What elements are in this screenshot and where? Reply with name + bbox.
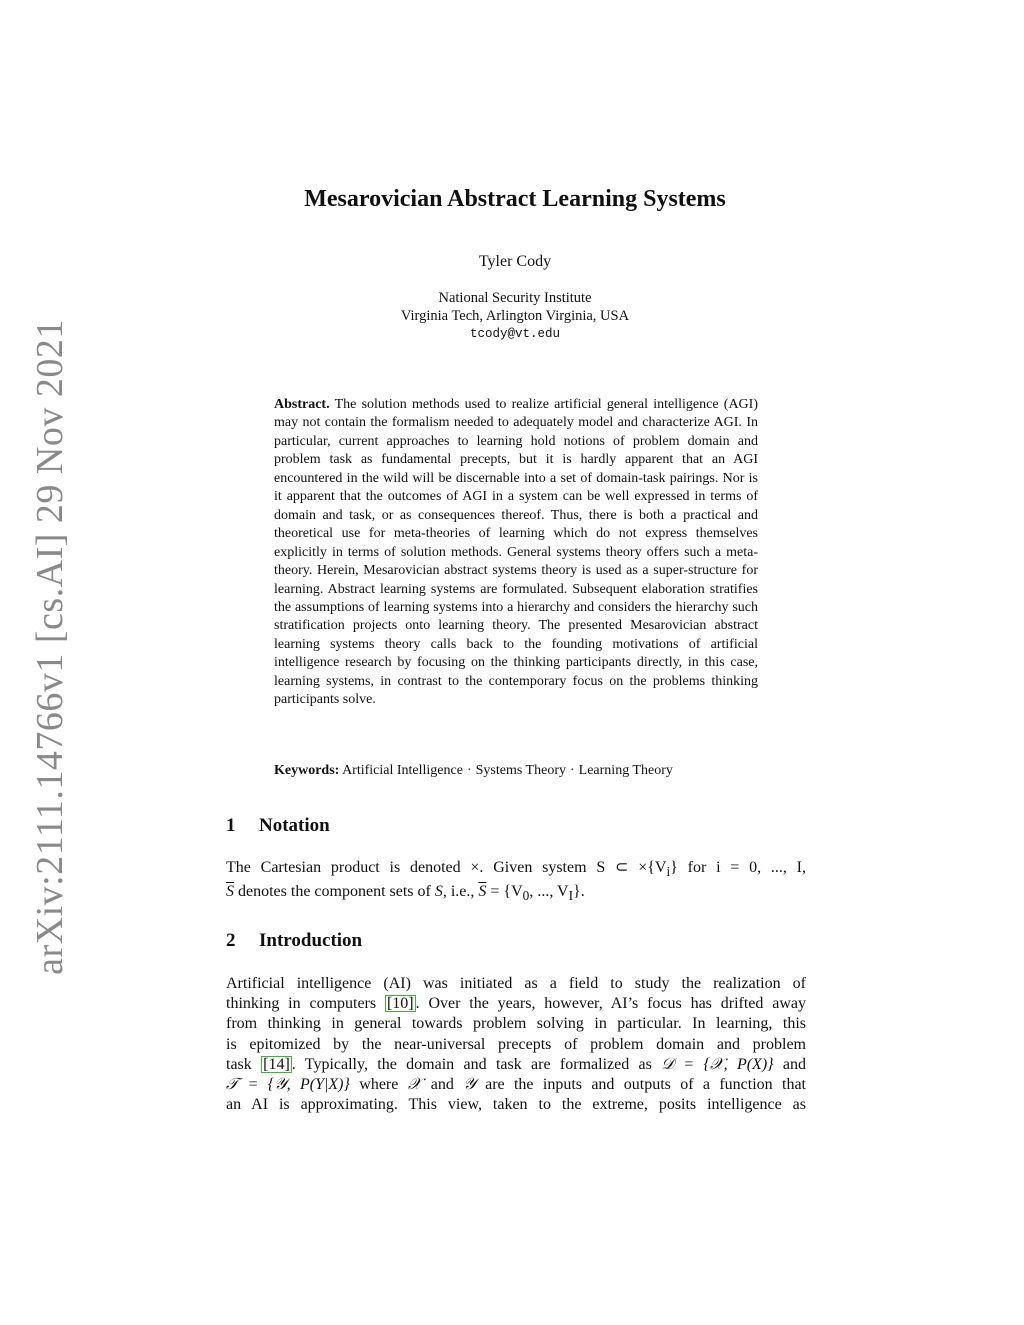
subscript: I <box>568 888 574 904</box>
text-run: , ..., V <box>529 883 569 901</box>
text-run: where <box>349 1076 408 1094</box>
text-run: and <box>421 1076 464 1094</box>
author-email[interactable]: tcody@vt.edu <box>469 327 560 341</box>
keywords-label: Keywords: <box>274 763 340 778</box>
text-run: The Cartesian product is denoted ×. Given system S ⊂ ×{V <box>226 859 667 876</box>
abstract-text: The solution methods used to realize artificial general intelligence (AGI) may not contain the formalism needed to adequately model and characterize AGI. In particular, current approaches to learning hold notions of problem domain and problem task as fundamental precepts, but it is hardly apparent that an AGI encountered in the wild will be discernable into a set of domain-task pairings. Nor is it apparent that the outcomes of AGI in a system can be well expressed in terms of domain and task, or as consequences thereof. Thus, there is both a practical and theoretical use for meta-theories of learning which do not express themselves explicitly in terms of solution methods. General systems theory offers such a meta-theory. Herein, Mesarovician abstract systems theory is used as a super-structure for learning. Abstract learning systems are formulated. Subsequent elaboration stratifies the assumptions of learning systems into a hierarchy and considers the hierarchy such stratification projects onto learning theory. The presented Mesarovician abstract learning systems theory calls back to the founding motivations of artificial intelligence research by focusing on the thinking participants directly, in this case, learning systems, in contrast to the contemporary focus on the problems thinking participants solve. <box>274 397 758 708</box>
keyword-separator: · <box>569 763 575 778</box>
author-name: Tyler Cody <box>478 253 552 270</box>
arxiv-sidebar <box>29 319 71 975</box>
paragraph-line <box>226 858 806 882</box>
text-run: task <box>226 1055 262 1073</box>
text-run: , i.e., <box>442 883 479 901</box>
paragraph-line: from thinking in general towards problem solving in particular. In learning, this <box>226 1015 806 1033</box>
paragraph-line <box>226 1055 806 1075</box>
keyword-item: Learning Theory <box>578 763 673 778</box>
keywords <box>274 763 774 779</box>
affiliation-location: Virginia Tech, Arlington Virginia, USA <box>400 308 630 324</box>
paragraph-line <box>226 1075 806 1095</box>
paragraph-line: an AI is approximating. This view, taken to the extreme, posits intelligence as <box>226 1096 806 1114</box>
keyword-item: Systems Theory <box>475 763 566 778</box>
text-run: = {V <box>486 883 523 901</box>
math-symbol: $\overline{S}$ <box>478 883 487 901</box>
abstract <box>274 396 758 710</box>
section-heading-notation <box>226 815 330 837</box>
text-run: } for i = 0, ..., I, <box>670 859 807 876</box>
arxiv-identifier: arXiv:2111.14766v1 [cs.AI] 29 Nov 2021 <box>29 319 71 975</box>
paragraph-line <box>226 882 806 906</box>
text-run: are the inputs and outputs of a function that <box>475 1076 806 1094</box>
notation-paragraph <box>226 858 806 907</box>
citation-link[interactable]: [10] <box>386 995 414 1013</box>
keyword-item: Artificial Intelligence <box>342 763 463 778</box>
text-run: denotes the component sets of <box>234 883 435 901</box>
text-run: . Typically, the domain and task are formalized as <box>291 1055 662 1073</box>
paragraph-line <box>226 994 806 1014</box>
section-title: Notation <box>259 815 330 836</box>
math-symbol: 𝒴 <box>463 1076 476 1094</box>
math-symbol: 𝒳 <box>407 1076 422 1094</box>
math-expression: 𝒟 = {𝒳, P(X)} <box>661 1055 774 1073</box>
text-run: . Over the years, however, AI’s focus has drifted away <box>415 995 807 1013</box>
math-symbol: S <box>434 883 443 901</box>
text-run: thinking in computers <box>226 995 385 1013</box>
abstract-label: Abstract. <box>274 397 330 412</box>
affiliation-institute: National Security Institute <box>438 290 592 306</box>
keyword-separator: · <box>466 763 472 778</box>
section-number: 2 <box>226 930 236 951</box>
subscript: 0 <box>522 888 530 904</box>
citation-link[interactable]: [14] <box>263 1055 290 1073</box>
paragraph-line: Artificial intelligence (AI) was initiated as a field to study the realization of <box>226 975 806 992</box>
section-number: 1 <box>226 815 236 836</box>
section-heading-introduction <box>226 930 362 952</box>
introduction-paragraph <box>226 974 806 1115</box>
text-run: }. <box>573 883 585 901</box>
paragraph-line: is epitomized by the near-universal precepts of problem domain and problem <box>226 1035 806 1053</box>
text-run: and <box>773 1055 806 1073</box>
subscript: i <box>666 864 671 880</box>
math-symbol: $\overline{S}$ <box>226 883 234 901</box>
math-expression: 𝒯 = {𝒴, P(Y|X)} <box>226 1076 350 1094</box>
paper-title: Mesarovician Abstract Learning Systems <box>304 186 726 212</box>
section-title: Introduction <box>259 930 363 951</box>
